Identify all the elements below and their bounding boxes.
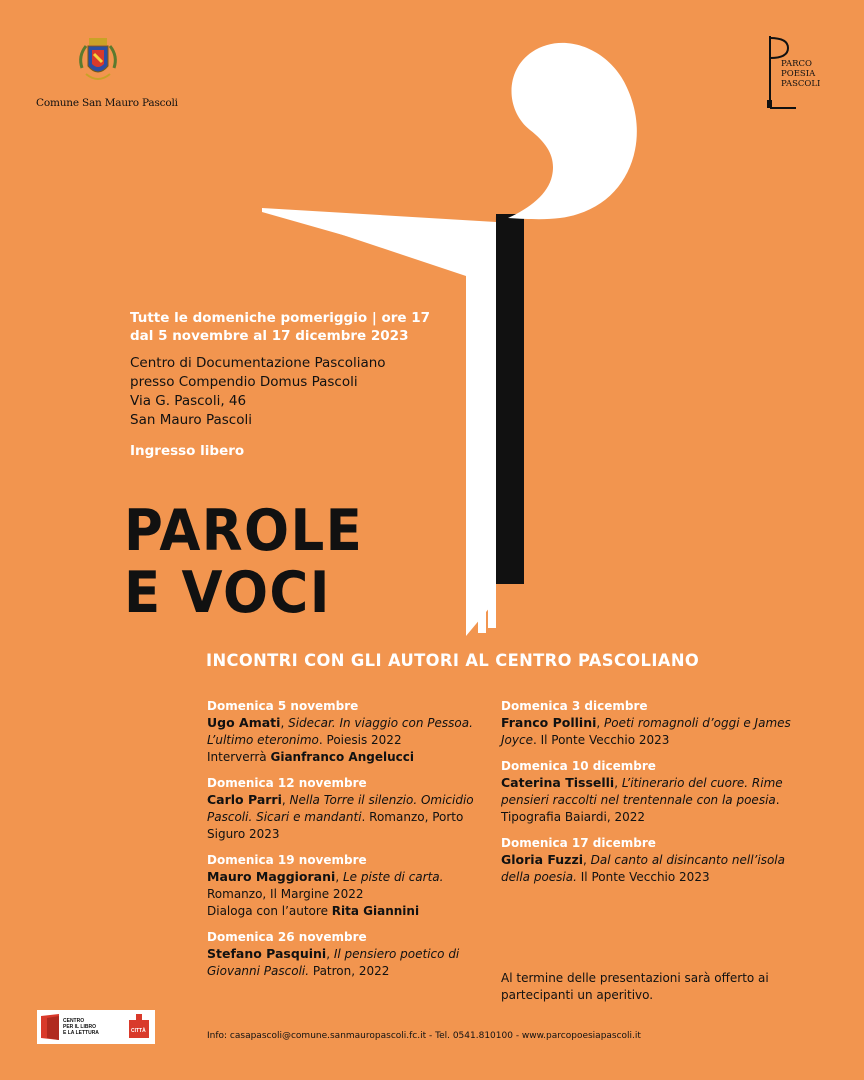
closing-note: Al termine delle presentazioni sarà offerto ai partecipanti un aperitivo. [501,971,769,1002]
event-sep: , [614,776,622,790]
schedule-dates: dal 5 novembre al 17 dicembre 2023 [130,328,409,344]
event-work: Dal canto al disincanto nell’isola della poesia. [501,853,785,884]
parco-logo-line: PASCOLI [781,79,821,89]
event-description [501,774,791,826]
event-sep: , [326,947,334,961]
events-column-november [207,698,497,989]
event-sep: , [280,716,289,730]
centro-libro-lettura-logo-icon [37,1010,155,1044]
event-date: Domenica 3 dicembre [501,699,648,713]
event-guest-prefix: Interverrà [207,750,271,764]
parco-logo-line: POESIA [781,69,816,79]
venue-address [130,354,460,430]
svg-text:E LA LETTURA: E LA LETTURA [63,1030,99,1036]
svg-text:PER IL LIBRO: PER IL LIBRO [63,1024,96,1030]
event-author: Carlo Parri [207,792,282,807]
event-item [501,758,791,826]
event-description [501,851,791,886]
event-date: Domenica 10 dicembre [501,759,656,773]
events-column-december [501,698,791,895]
venue-line: San Mauro Pascoli [130,412,252,428]
event-author: Mauro Maggiorani [207,869,336,884]
event-guest [207,749,497,766]
event-sep: , [335,870,343,884]
event-author: Gloria Fuzzi [501,852,584,867]
event-sep: , [596,716,605,730]
event-work: Sidecar. In viaggio con Pessoa. L’ultimo eteronimo [207,716,473,747]
event-date: Domenica 5 novembre [207,699,359,713]
book-black-spine [494,214,524,584]
event-item [501,835,791,886]
city-badge-text: CITTÀ [131,1028,146,1034]
event-description [501,714,791,749]
event-date: Domenica 19 novembre [207,853,367,867]
event-description [207,868,497,903]
poster-subtitle: INCONTRI CON GLI AUTORI AL CENTRO PASCOLIANO [206,651,700,671]
venue-line: Via G. Pascoli, 46 [130,393,247,409]
event-guest-prefix: Dialoga con l’autore [207,904,332,918]
event-sep: , [583,853,591,867]
venue-line: Centro di Documentazione Pascoliano [130,355,386,371]
event-intro [130,309,460,460]
event-date: Domenica 17 dicembre [501,836,656,850]
event-description [207,714,497,749]
event-item [501,698,791,749]
event-item [207,929,497,980]
event-work: Il pensiero poetico di Giovanni Pascoli. [207,947,460,978]
event-publisher: Il Ponte Vecchio 2023 [576,870,710,884]
event-author: Ugo Amati [207,715,281,730]
event-publisher: . Tipografia Baiardi, 2022 [501,793,780,824]
event-date: Domenica 12 novembre [207,776,367,790]
title-line: PAROLE [124,498,364,564]
contact-info: Info: casapascoli@comune.sanmauropascoli.fc.it - Tel. 0541.810100 - www.parcopoesiapascoli.it [207,1031,641,1041]
poster-title [124,500,363,624]
svg-text:CENTRO: CENTRO [63,1018,85,1024]
title-line: E VOCI [124,560,331,626]
comune-name: Comune San Mauro Pascoli [36,97,178,109]
parco-logo-line: PARCO [781,59,812,69]
event-description [207,791,497,843]
event-publisher: . Il Ponte Vecchio 2023 [532,733,670,747]
event-work: L’itinerario del cuore. Rime pensieri raccolti nel trentennale con la poesia [501,776,783,807]
event-guest-name: Gianfranco Angelucci [270,750,414,764]
event-item [207,698,497,766]
event-work: Nella Torre il silenzio. Omicidio Pascoli. Sicari e mandanti [207,793,474,824]
event-publisher: Romanzo, Il Margine 2022 [207,887,364,901]
schedule-line: Tutte le domeniche pomeriggio | ore 17 [130,310,431,326]
event-guest-name: Rita Giannini [331,904,420,918]
event-work: Poeti romagnoli d’oggi e James Joyce [501,716,791,747]
venue-line: presso Compendio Domus Pascoli [130,374,358,390]
event-work: Le piste di carta. [342,870,444,884]
event-item [207,775,497,843]
event-guest [207,903,497,920]
event-publisher: . Poiesis 2022 [318,733,402,747]
event-publisher: . Romanzo, Porto Siguro 2023 [207,810,464,841]
event-date: Domenica 26 novembre [207,930,367,944]
event-item [207,852,497,920]
event-author: Caterina Tisselli [501,775,615,790]
event-author: Franco Pollini [501,715,597,730]
event-description [207,945,497,980]
entry-note: Ingresso libero [130,443,245,459]
speech-comma-shape [508,43,637,219]
event-sep: , [281,793,290,807]
event-publisher: Patron, 2022 [309,964,390,978]
event-author: Stefano Pasquini [207,946,327,961]
